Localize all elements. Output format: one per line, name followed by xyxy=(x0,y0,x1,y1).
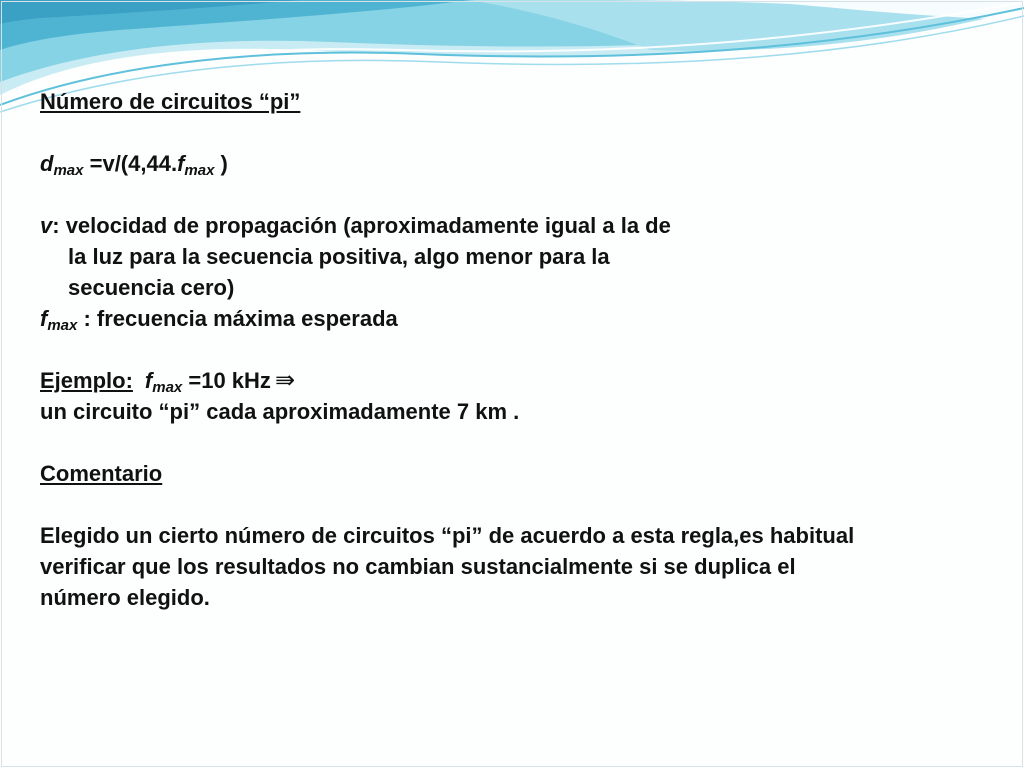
comment-heading-line xyxy=(40,458,1000,489)
implies-arrow-icon: ⇛ xyxy=(274,366,296,394)
definition-v-line-1 xyxy=(40,210,1000,241)
definition-f-text: : frecuencia máxima esperada xyxy=(77,306,398,331)
definition-v-line-2 xyxy=(40,241,1000,272)
example-line xyxy=(40,365,1000,396)
spacer xyxy=(40,117,1000,148)
comment-line-3 xyxy=(40,582,1000,613)
example-f-symbol: f xyxy=(144,368,153,393)
comment-line-1 xyxy=(40,520,1000,551)
comment-line-2 xyxy=(40,551,1000,582)
comment-text-1: Elegido un cierto número de circuitos “pi” de acuerdo a esta regla,es habitual xyxy=(40,523,855,548)
comment-heading: Comentario xyxy=(40,461,163,486)
example-result-line xyxy=(40,396,1000,427)
slide-content xyxy=(40,86,1000,613)
section-heading xyxy=(40,86,1000,117)
formula-d-subscript: max xyxy=(53,162,84,179)
definition-v-line-3 xyxy=(40,272,1000,303)
formula-close: ) xyxy=(214,151,228,176)
definition-v-text-2: la luz para la secuencia positiva, algo menor para la xyxy=(68,244,610,269)
formula-f-subscript: max xyxy=(184,162,215,179)
formula-d-symbol: d xyxy=(40,151,54,176)
example-value: =10 kHz xyxy=(182,368,271,393)
definition-f-subscript: max xyxy=(47,317,78,334)
example-f-subscript: max xyxy=(152,379,183,396)
definition-v-text-1: : velocidad de propagación (aproximadamente igual a la de xyxy=(52,213,671,238)
formula-divisor: /(4,44. xyxy=(114,151,178,176)
definition-f-symbol: f xyxy=(40,306,48,331)
example-result: un circuito “pi” cada aproximadamente 7 km . xyxy=(40,399,520,424)
definition-v-symbol: v xyxy=(40,213,53,238)
example-label: Ejemplo: xyxy=(40,368,133,393)
comment-text-3: número elegido. xyxy=(40,585,210,610)
spacer xyxy=(40,334,1000,365)
definition-v-text-3: secuencia cero) xyxy=(68,275,235,300)
spacer xyxy=(40,179,1000,210)
comment-text-2: verificar que los resultados no cambian sustancialmente si se duplica el xyxy=(40,554,796,579)
spacer xyxy=(40,489,1000,520)
formula-line xyxy=(40,148,1000,179)
formula-equals-v: =v xyxy=(83,151,115,176)
definition-f-line xyxy=(40,303,1000,334)
heading-text: Número de circuitos “pi” xyxy=(40,89,301,114)
formula-f-symbol: f xyxy=(177,151,185,176)
spacer xyxy=(40,427,1000,458)
